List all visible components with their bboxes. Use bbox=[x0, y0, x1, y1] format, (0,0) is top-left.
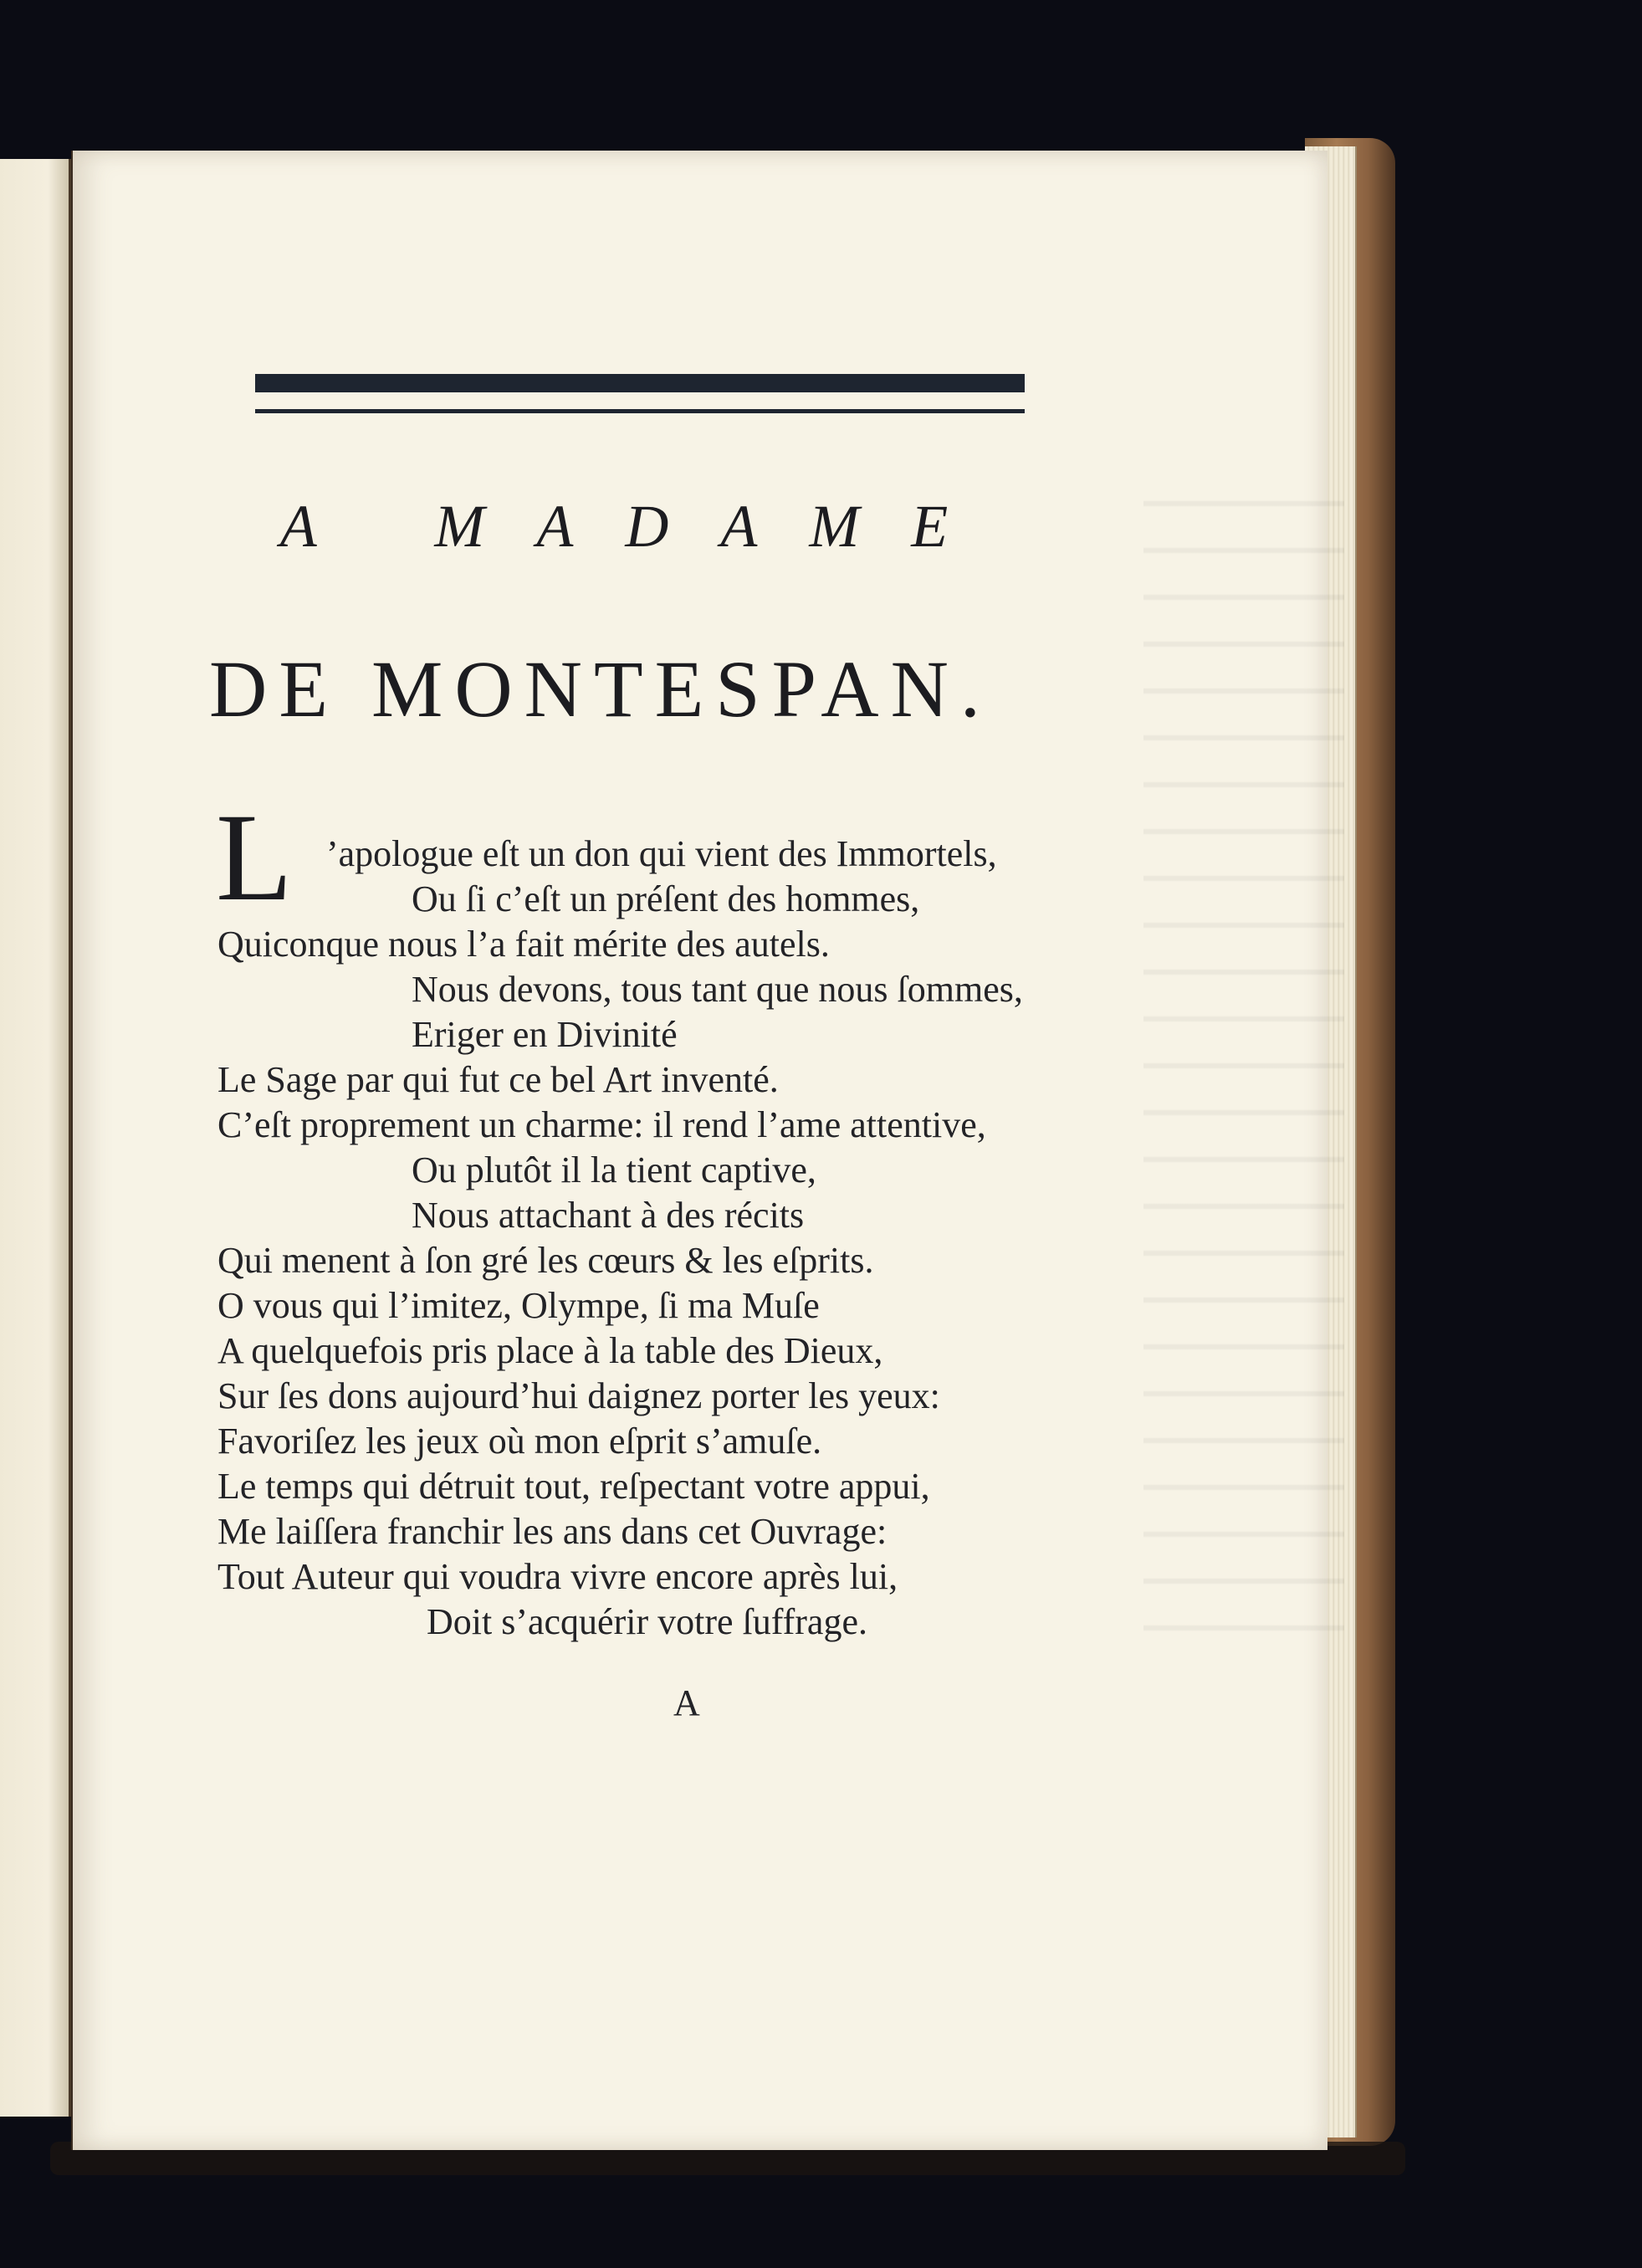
poem-line: C’eſt proprement un charme: il rend l’ame attentive, bbox=[217, 1104, 986, 1145]
poem-line: Le Sage par qui fut ce bel Art inventé. bbox=[217, 1059, 779, 1100]
poem-line: Nous devons, tous tant que nous ſommes, bbox=[412, 969, 1023, 1010]
facing-page-edge bbox=[0, 159, 71, 2117]
ornamental-rule-thin bbox=[255, 409, 1025, 413]
poem-line: Quiconque nous l’a fait mérite des autels. bbox=[217, 924, 830, 965]
ornamental-rule-thick bbox=[255, 374, 1025, 392]
signature-mark: A bbox=[673, 1682, 700, 1723]
drop-cap: L bbox=[216, 788, 293, 927]
poem-line: Le temps qui détruit tout, reſpectant votre appui, bbox=[217, 1466, 930, 1507]
poem-line: Nous attachant à des récits bbox=[412, 1195, 805, 1236]
poem-line: Ou plutôt il la tient captive, bbox=[412, 1149, 816, 1190]
dedication-title: DE MONTESPAN. bbox=[209, 644, 992, 734]
poem-line: Ou ſi c’eſt un préſent des hommes, bbox=[412, 878, 920, 919]
bleed-through-texture bbox=[1143, 468, 1344, 1640]
poem-line: Eriger en Divinité bbox=[412, 1014, 678, 1055]
poem-line: Tout Auteur qui voudra vivre encore après lui, bbox=[217, 1556, 898, 1597]
poem-line: A quelquefois pris place à la table des Dieux, bbox=[217, 1330, 883, 1371]
poem-line: ’apologue eſt un don qui vient des Immortels, bbox=[326, 833, 997, 874]
poem-line: Qui menent à ſon gré les cœurs & les eſprits. bbox=[217, 1240, 874, 1281]
poem-line: Sur ſes dons aujourd’hui daignez porter les yeux: bbox=[217, 1375, 940, 1416]
poem-line: Doit s’acquérir votre ſuffrage. bbox=[427, 1601, 867, 1642]
poem-line: Me laiſſera franchir les ans dans cet Ouvrage: bbox=[217, 1511, 887, 1552]
dedication-heading: A MADAME bbox=[279, 493, 1000, 560]
poem-line: Favoriſez les jeux où mon eſprit s’amuſe. bbox=[217, 1421, 822, 1462]
poem-line: O vous qui l’imitez, Olympe, ſi ma Muſe bbox=[217, 1285, 820, 1326]
